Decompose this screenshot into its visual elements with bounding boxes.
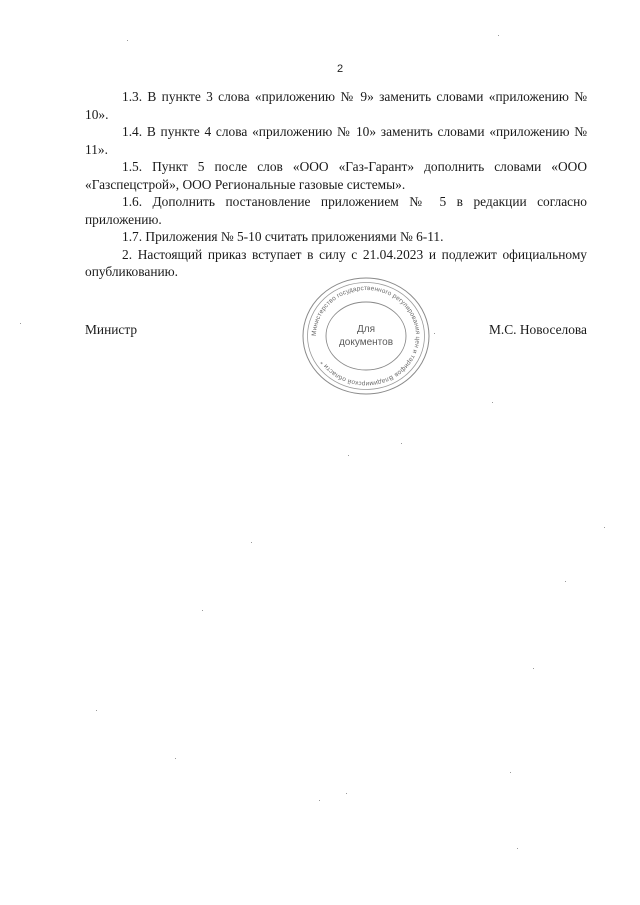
official-seal-stamp: [300, 275, 432, 397]
paragraph-2: 2. Настоящий приказ вступает в силу с 21.04.2023 и подлежит официальному опубликованию.: [85, 246, 587, 279]
scan-speck: [20, 323, 21, 324]
scan-speck: [346, 793, 347, 794]
paragraph-1-5: 1.5. Пункт 5 после слов «ООО «Газ-Гарант» дополнить словами «ООО «Газспецстрой», ООО Региональные газовые системы».: [85, 159, 587, 192]
paragraph-1-6: 1.6. Дополнить постановление приложением № 5 в редакции согласно приложению.: [85, 194, 587, 227]
scan-speck: [401, 443, 402, 444]
scan-speck: [565, 581, 566, 582]
scan-speck: [434, 333, 435, 334]
page-number: 2: [336, 63, 344, 75]
document-body: [85, 88, 587, 281]
stamp-center-line1: Для: [356, 324, 376, 335]
scan-speck: [127, 40, 128, 41]
paragraph-1-4: 1.4. В пункте 4 слова «приложению № 10» заменить словами «приложению № 11».: [85, 124, 587, 157]
scan-speck: [510, 772, 511, 773]
scan-speck: [498, 35, 499, 36]
stamp-ring-text: Министерство государственного регулирования цен и тарифов Владимирской области *: [310, 284, 422, 388]
scan-speck: [202, 610, 203, 611]
scan-speck: [175, 758, 176, 759]
signatory-name: М.С. Новоселова: [488, 322, 587, 337]
scan-speck: [348, 455, 349, 456]
paragraph-1-7: 1.7. Приложения № 5-10 считать приложениями № 6-11.: [122, 229, 444, 244]
paragraph-1-3: 1.3. В пункте 3 слова «приложению № 9» заменить словами «приложению № 10».: [85, 89, 587, 122]
scan-speck: [517, 848, 518, 849]
scan-speck: [251, 542, 252, 543]
scan-speck: [319, 800, 320, 801]
scan-speck: [604, 527, 605, 528]
scan-speck: [492, 402, 493, 403]
scan-speck: [96, 710, 97, 711]
scan-speck: [533, 668, 534, 669]
signatory-position: Министр: [85, 322, 138, 337]
stamp-center-line2: документов: [338, 337, 394, 348]
